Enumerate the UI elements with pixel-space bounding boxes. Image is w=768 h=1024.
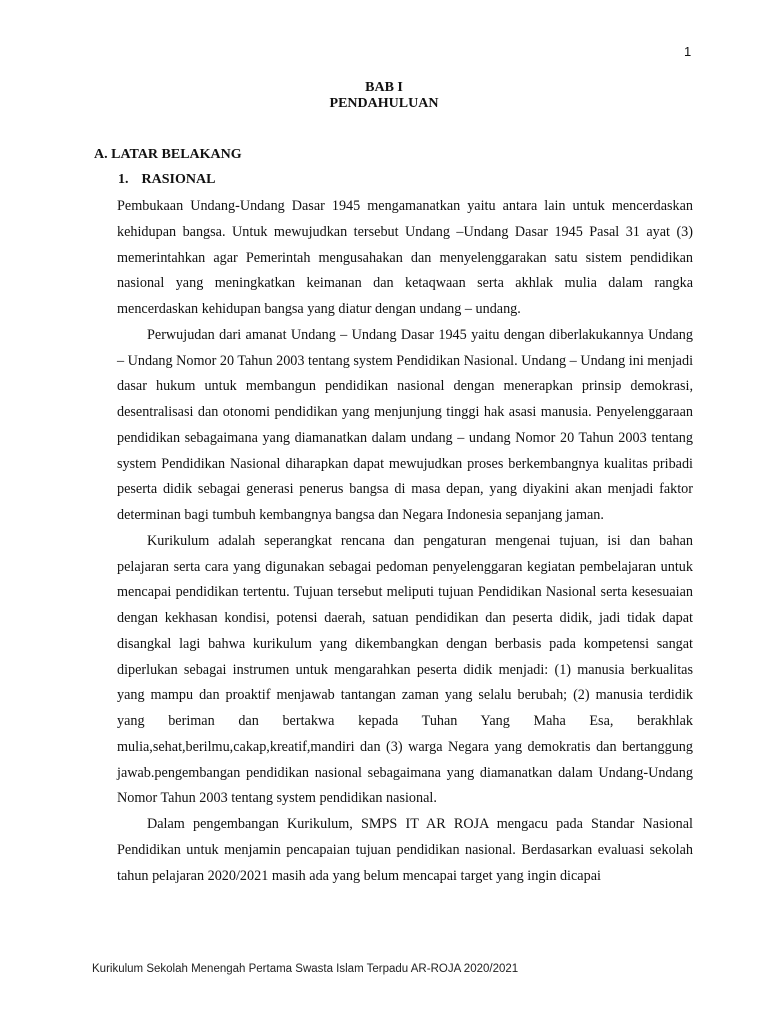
subsection-number: 1. bbox=[118, 172, 129, 187]
page-footer: Kurikulum Sekolah Menengah Pertama Swasta Islam Terpadu AR-ROJA 2020/2021 bbox=[92, 963, 519, 975]
paragraph: Kurikulum adalah seperangkat rencana dan pengaturan mengenai tujuan, isi dan bahan pelajaran serta cara yang digunakan sebagai pedoman penyelenggaran kegiatan pembelajaran untuk mencapai pendidikan tertentu. Tujuan tersebut meliputi tujuan Pendidikan Nasional serta kesesuaian dengan kekhasan kondisi, potensi daerah, satuan pendidikan dan peserta didik, jadi tidak dapat disangkal lagi bahwa kurikulum yang dikembangkan dengan berbasis pada kompetensi sangat diperlukan sebagai instrumen untuk mengarahkan peserta didik menjadi: (1) manusia berkualitas yang mampu dan proaktif menjawab tantangan zaman yang selalu berubah; (2) manusia terdidik yang beriman dan bertakwa kepada Tuhan Yang Maha Esa, berakhlak mulia,sehat,berilmu,cakap,kreatif,mandiri dan (3) warga Negara yang demokratis dan bertanggung jawab.pengembangan pendidikan nasional sebagaimana yang diamanatkan dalam Undang-Undang Nomor Tahun 2003 tentang system pendidikan nasional. bbox=[117, 532, 693, 807]
subsection-heading bbox=[118, 172, 215, 188]
body-text bbox=[117, 194, 693, 889]
paragraph: Dalam pengembangan Kurikulum, SMPS IT AR ROJA mengacu pada Standar Nasional Pendidikan untuk menjamin pencapaian tujuan pendidikan nasional. Berdasarkan evaluasi sekolah tahun pelajaran 2020/2021 masih ada yang belum mencapai target yang ingin dicapai bbox=[117, 816, 693, 884]
chapter-number: BAB I bbox=[365, 80, 403, 95]
page-number: 1 bbox=[684, 44, 692, 59]
chapter-title: PENDAHULUAN bbox=[329, 96, 439, 111]
paragraph: Perwujudan dari amanat Undang – Undang Dasar 1945 yaitu dengan diberlakukannya Undang – Undang Nomor 20 Tahun 2003 tentang system Pendidikan Nasional. Undang – Undang ini menjadi dasar hukum untuk membangun pendidikan nasional dengan menerapkan prinsip demokrasi, desentralisasi dan otonomi pendidikan yang menjunjung tinggi hak asasi manusia. Penyelenggaraan pendidikan sebagaimana yang diamanatkan dalam undang – undang Nomor 20 Tahun 2003 tentang system Pendidikan Nasional diharapkan dapat mewujudkan proses berkembangnya kualitas pribadi peserta didik sebagai generasi penerus bangsa di masa depan, yang diyakini akan menjadi faktor determinan bagi tumbuh kembangnya bangsa dan Negara Indonesia sepanjang jaman. bbox=[117, 326, 694, 523]
paragraph: Pembukaan Undang-Undang Dasar 1945 mengamanatkan yaitu antara lain untuk mencerdaskan kehidupan bangsa. Untuk mewujudkan tersebut Undang –Undang Dasar 1945 Pasal 31 ayat (3) memerintahkan agar Pemerintah mengusahakan dan menyelenggarakan satu sistem pendidikan nasional yang meningkatkan keimanan dan ketaqwaan serta akhlak mulia dalam rangka mencerdaskan kehidupan bangsa yang diatur dengan undang – undang. bbox=[117, 198, 693, 317]
subsection-title: RASIONAL bbox=[141, 172, 216, 187]
section-heading: A. LATAR BELAKANG bbox=[94, 147, 242, 162]
